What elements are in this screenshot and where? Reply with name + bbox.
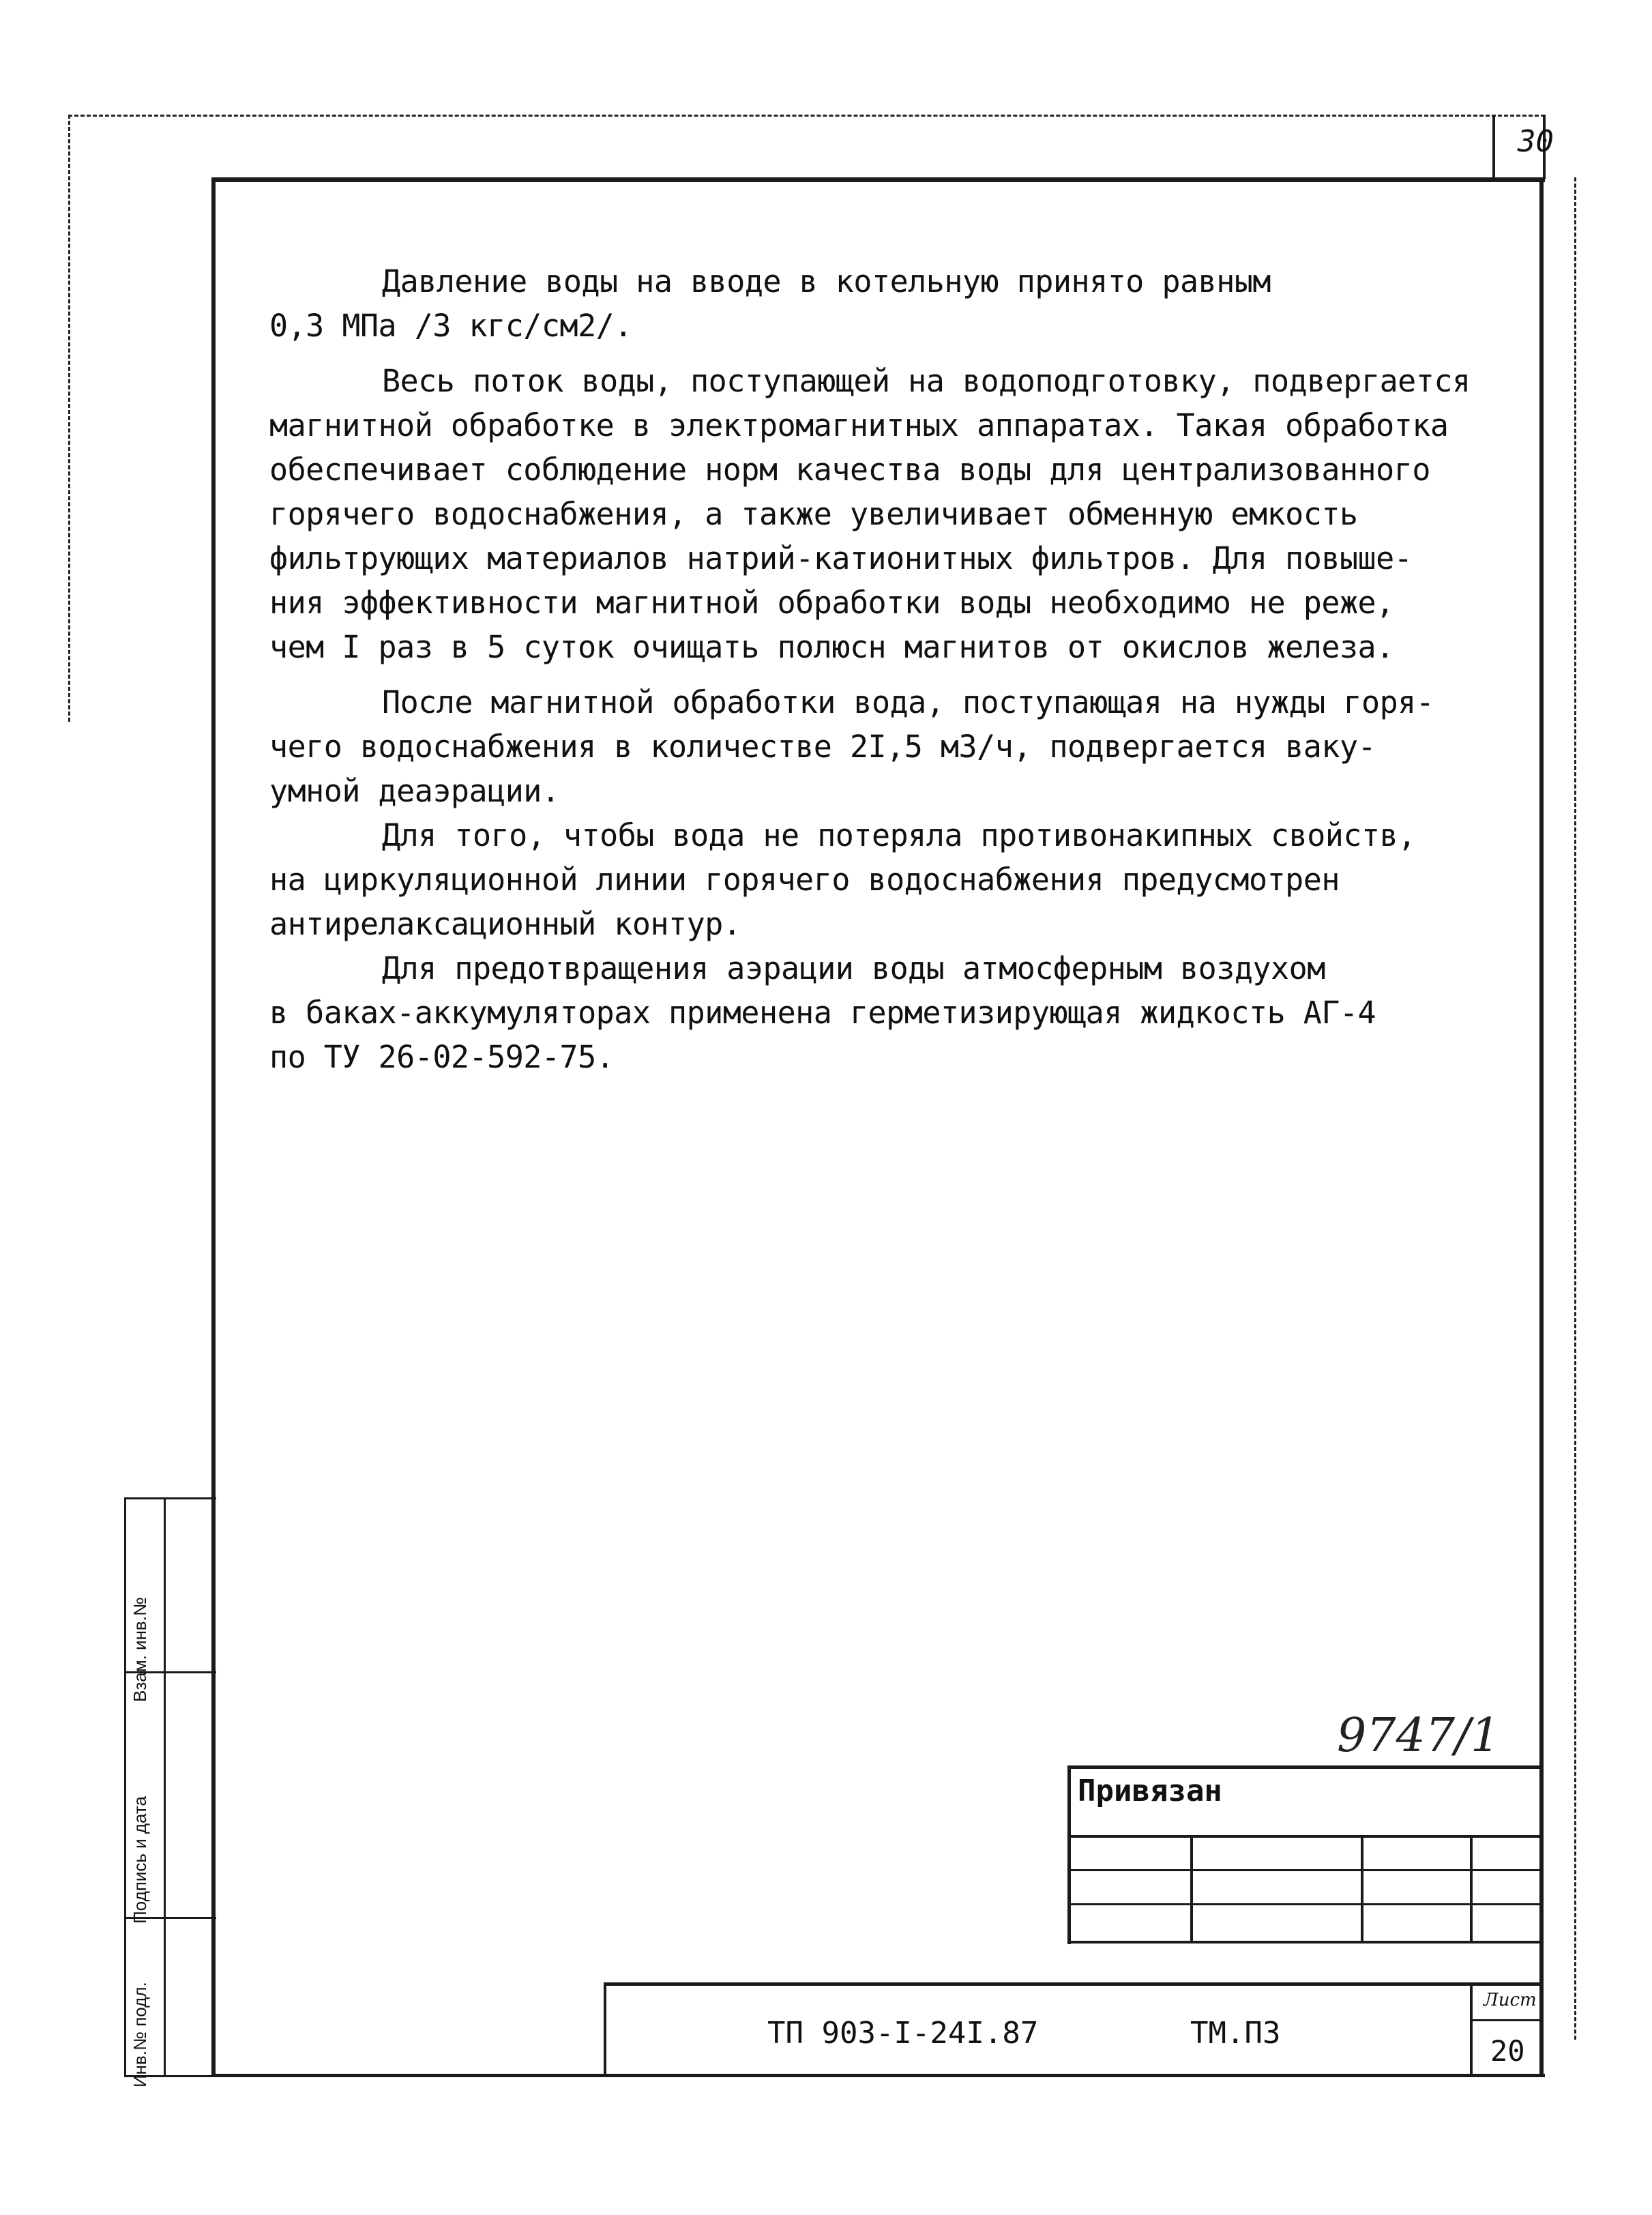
side-strip-mid [164,1497,166,2077]
sheet-label: Лист [1484,1990,1537,2010]
main-frame-top [211,177,1545,182]
title-block-left [604,1982,606,2077]
sheet-value: 20 [1490,2034,1525,2068]
side-label-inv-podl: Инв.№ подл. [130,1982,150,2087]
main-frame-bottom [211,2074,1545,2077]
outer-frame-top [68,115,1545,117]
paragraph-2: Весь поток воды, поступающей на водоподготовку, подвергается магнитной обработке в электромагнитных аппаратах. Такая обработка обеспечивает соблюдение норм качества воды для централизованного горячего водоснабжения, а также увеличивает обменную емкость фильтрующих материалов натрий-катионитных фильтров. Для повыше- ния эффективности магнитной обработки воды необходимо не реже, чем I раз в 5 суток очищать полюсн магнитов от окислов железа. [269,363,1471,665]
title-block-sheet-row [1470,2019,1542,2021]
outer-frame-left [68,115,70,722]
paragraph-5: Для предотвращения аэрации воды атмосферным воздухом в баках-аккумуляторах применена герметизирующая жидкость АГ-4 по ТУ 26-02-592-75. [269,950,1376,1075]
title-block-top [604,1982,1542,1986]
side-strip-left [124,1497,126,2077]
handwritten-number: 9747/1 [1337,1709,1501,1763]
main-frame-left [211,177,216,2077]
side-label-vzam-inv: Взам. инв.№ [130,1597,150,1702]
privyazan-col-2 [1361,1835,1363,1943]
paragraph-1: Давление воды на вводе в котельную принято равным 0,3 МПа /3 кгс/см2/. [269,263,1271,344]
section-code: ТМ.ПЗ [1190,2016,1281,2051]
right-outer-dashed [1574,177,1576,2040]
side-strip-top [124,1497,216,1499]
side-label-podpis-data: Подпись и дата [130,1795,150,1924]
title-block-sheet-divider [1470,1982,1473,2077]
privyazan-col-3 [1470,1835,1473,1943]
body-text [269,259,1531,1090]
privyazan-label: Привязан [1078,1774,1222,1808]
privyazan-top [1067,1765,1542,1769]
main-frame-right [1539,177,1544,2077]
document-code: ТП 903-I-24I.87 [767,2016,1039,2051]
sheet-number-box-left [1492,115,1495,179]
paragraph-4: Для того, чтобы вода не потеряла противонакипных свойств, на циркуляционной линии горячего водоснабжения предусмотрен антирелаксационный контур. [269,817,1416,942]
privyazan-left [1067,1765,1071,1944]
paragraph-3: После магнитной обработки вода, поступающая на нужды горя- чего водоснабжения в количестве 2I,5 м3/ч, подвергается ваку- умной деаэрации. [269,684,1434,809]
sheet-number: 30 [1518,124,1554,159]
privyazan-col-1 [1190,1835,1193,1943]
